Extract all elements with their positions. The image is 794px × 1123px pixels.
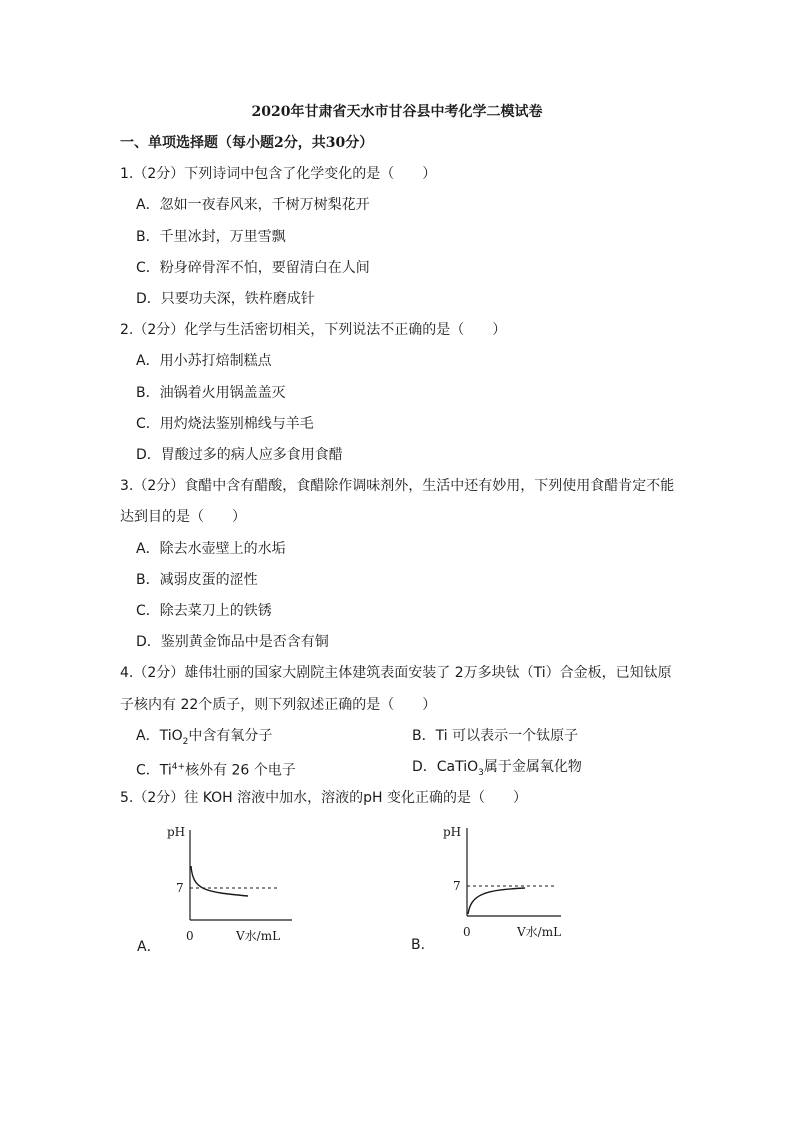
graph-b-y-label: pH [443, 825, 462, 839]
q1-option-a[interactable]: A．忽如一夜春风来，千树万树梨花开 [136, 197, 370, 213]
q4-option-d[interactable]: D．CaTiO$_3$属于金属氧化物 [412, 759, 582, 778]
q5-option-b[interactable]: B． [411, 937, 435, 953]
q2-option-a[interactable]: A．用小苏打焙制糕点 [136, 353, 272, 369]
graph-a-x-label: V水/mL [236, 929, 281, 943]
question-1-stem: 1.（2分）下列诗词中包含了化学变化的是（ ） [120, 166, 437, 182]
question-3-stem-line2: 达到目的是（ ） [120, 509, 246, 525]
question-3-stem-line1: 3.（2分）食醋中含有醋酸，食醋除作调味剂外，生活中还有妙用，下列使用食醋肯定不能 [120, 478, 675, 494]
q3-option-c[interactable]: C．除去菜刀上的铁锈 [136, 603, 272, 619]
graph-b-x-label: V水/mL [517, 925, 562, 939]
q2-option-d[interactable]: D．胃酸过多的病人应多食用食醋 [136, 447, 343, 463]
q2-option-c[interactable]: C．用灼烧法鉴别棉线与羊毛 [136, 416, 314, 432]
q1-option-c[interactable]: C．粉身碎骨浑不怕，要留清白在人间 [136, 260, 370, 276]
question-4-stem-line2: 子核内有 22个质子，则下列叙述正确的是（ ） [120, 697, 437, 713]
graph-b-zero-label: 0 [463, 925, 471, 939]
q4-option-b[interactable]: B．Ti 可以表示一个钛原子 [412, 728, 579, 744]
graph-a-y-label: pH [167, 825, 186, 839]
q4-option-a[interactable]: A．TiO$_2$中含有氧分子 [136, 728, 273, 747]
q5-graph-b [437, 822, 577, 946]
q4-option-c[interactable]: C．$Ti^{4+}$核外有 26 个电子 [136, 762, 296, 779]
section-heading: 一、单项选择题（每小题2分，共30分） [120, 135, 374, 151]
graph-a-zero-label: 0 [186, 929, 194, 943]
question-4-stem-line1: 4.（2分）雄伟壮丽的国家大剧院主体建筑表面安装了 2万多块钛（Ti）合金板，已知钛原 [120, 665, 672, 681]
question-5-stem: 5.（2分）往 KOH 溶液中加水，溶液的pH 变化正确的是（ ） [120, 790, 527, 806]
page-title: 2020年甘肃省天水市甘谷县中考化学二模试卷 [251, 104, 543, 120]
q3-option-d[interactable]: D．鉴别黄金饰品中是否含有铜 [136, 634, 329, 650]
q5-graph-a [160, 822, 300, 946]
q1-option-b[interactable]: B．千里冰封，万里雪飘 [136, 229, 286, 245]
graph-a-seven-label: 7 [176, 881, 184, 895]
question-2-stem: 2.（2分）化学与生活密切相关，下列说法不正确的是（ ） [120, 322, 507, 338]
graph-b-seven-label: 7 [453, 879, 461, 893]
q3-option-b[interactable]: B．减弱皮蛋的涩性 [136, 572, 258, 588]
q5-option-a[interactable]: A． [137, 939, 161, 955]
q1-option-d[interactable]: D．只要功夫深，铁杵磨成针 [136, 291, 315, 307]
q2-option-b[interactable]: B．油锅着火用锅盖盖灭 [136, 385, 286, 401]
q3-option-a[interactable]: A．除去水壶壁上的水垢 [136, 541, 286, 557]
